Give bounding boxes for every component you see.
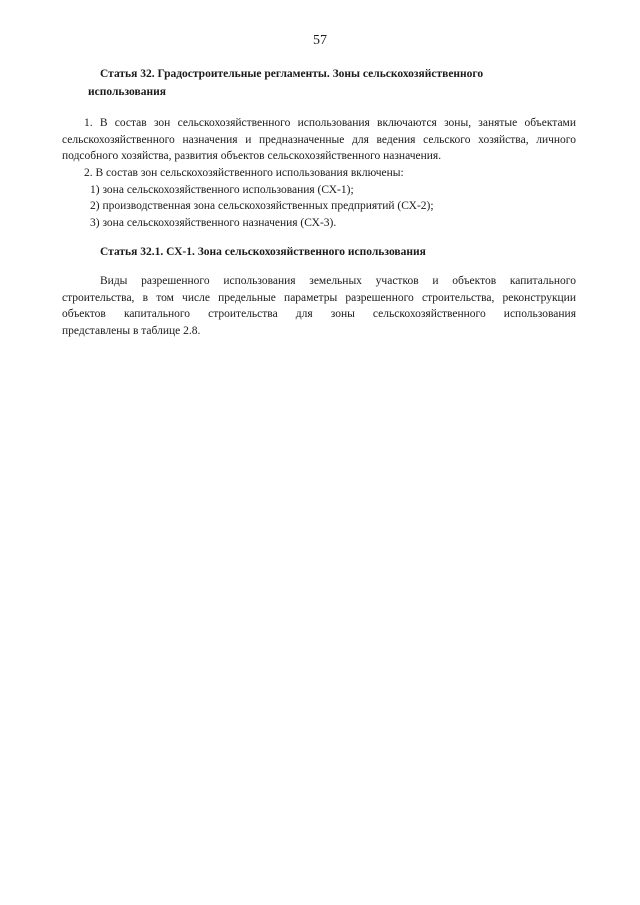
page-number: 57 [313, 33, 327, 48]
paragraph-line: сельскохозяйственного назначения и предназначенные для ведения сельского хозяйства, личного [62, 133, 576, 146]
article-32-1-paragraph [62, 273, 576, 339]
zone-list-intro: 2. В состав зон сельскохозяйственного использования включены: [84, 167, 404, 179]
zone-list-item: 2) производственная зона сельскохозяйственных предприятий (СХ-2); [90, 200, 434, 213]
paragraph-line: Виды разрешенного использования земельных участков и объектов капитального [100, 275, 576, 287]
paragraph-line: представлены в таблице 2.8. [62, 324, 201, 337]
paragraph-line: 1. В состав зон сельскохозяйственного использования включаются зоны, занятые объектами [84, 117, 576, 129]
zone-list-item: 3) зона сельскохозяйственного назначения (СХ-3). [90, 217, 337, 230]
zone-list-item: 1) зона сельскохозяйственного использования (СХ-1); [90, 183, 354, 196]
article-32-1-heading: Статья 32.1. СХ-1. Зона сельскохозяйственного использования [100, 246, 426, 258]
article-32-heading-line1: Статья 32. Градостроительные регламенты. Зоны сельскохозяйственного [100, 68, 484, 80]
article-32-zone-list [62, 165, 576, 232]
article-32-heading-line2: использования [88, 86, 166, 98]
paragraph-line: строительства, в том числе предельные параметры разрешенного строительства, реконструкции [62, 291, 576, 304]
paragraph-line: подсобного хозяйства, развития объектов сельскохозяйственного назначения. [62, 150, 442, 162]
article-32-paragraph-1 [62, 115, 576, 165]
paragraph-line: объектов капитального строительства для зоны сельскохозяйственного использования [62, 308, 576, 320]
article-32-heading [88, 65, 568, 101]
